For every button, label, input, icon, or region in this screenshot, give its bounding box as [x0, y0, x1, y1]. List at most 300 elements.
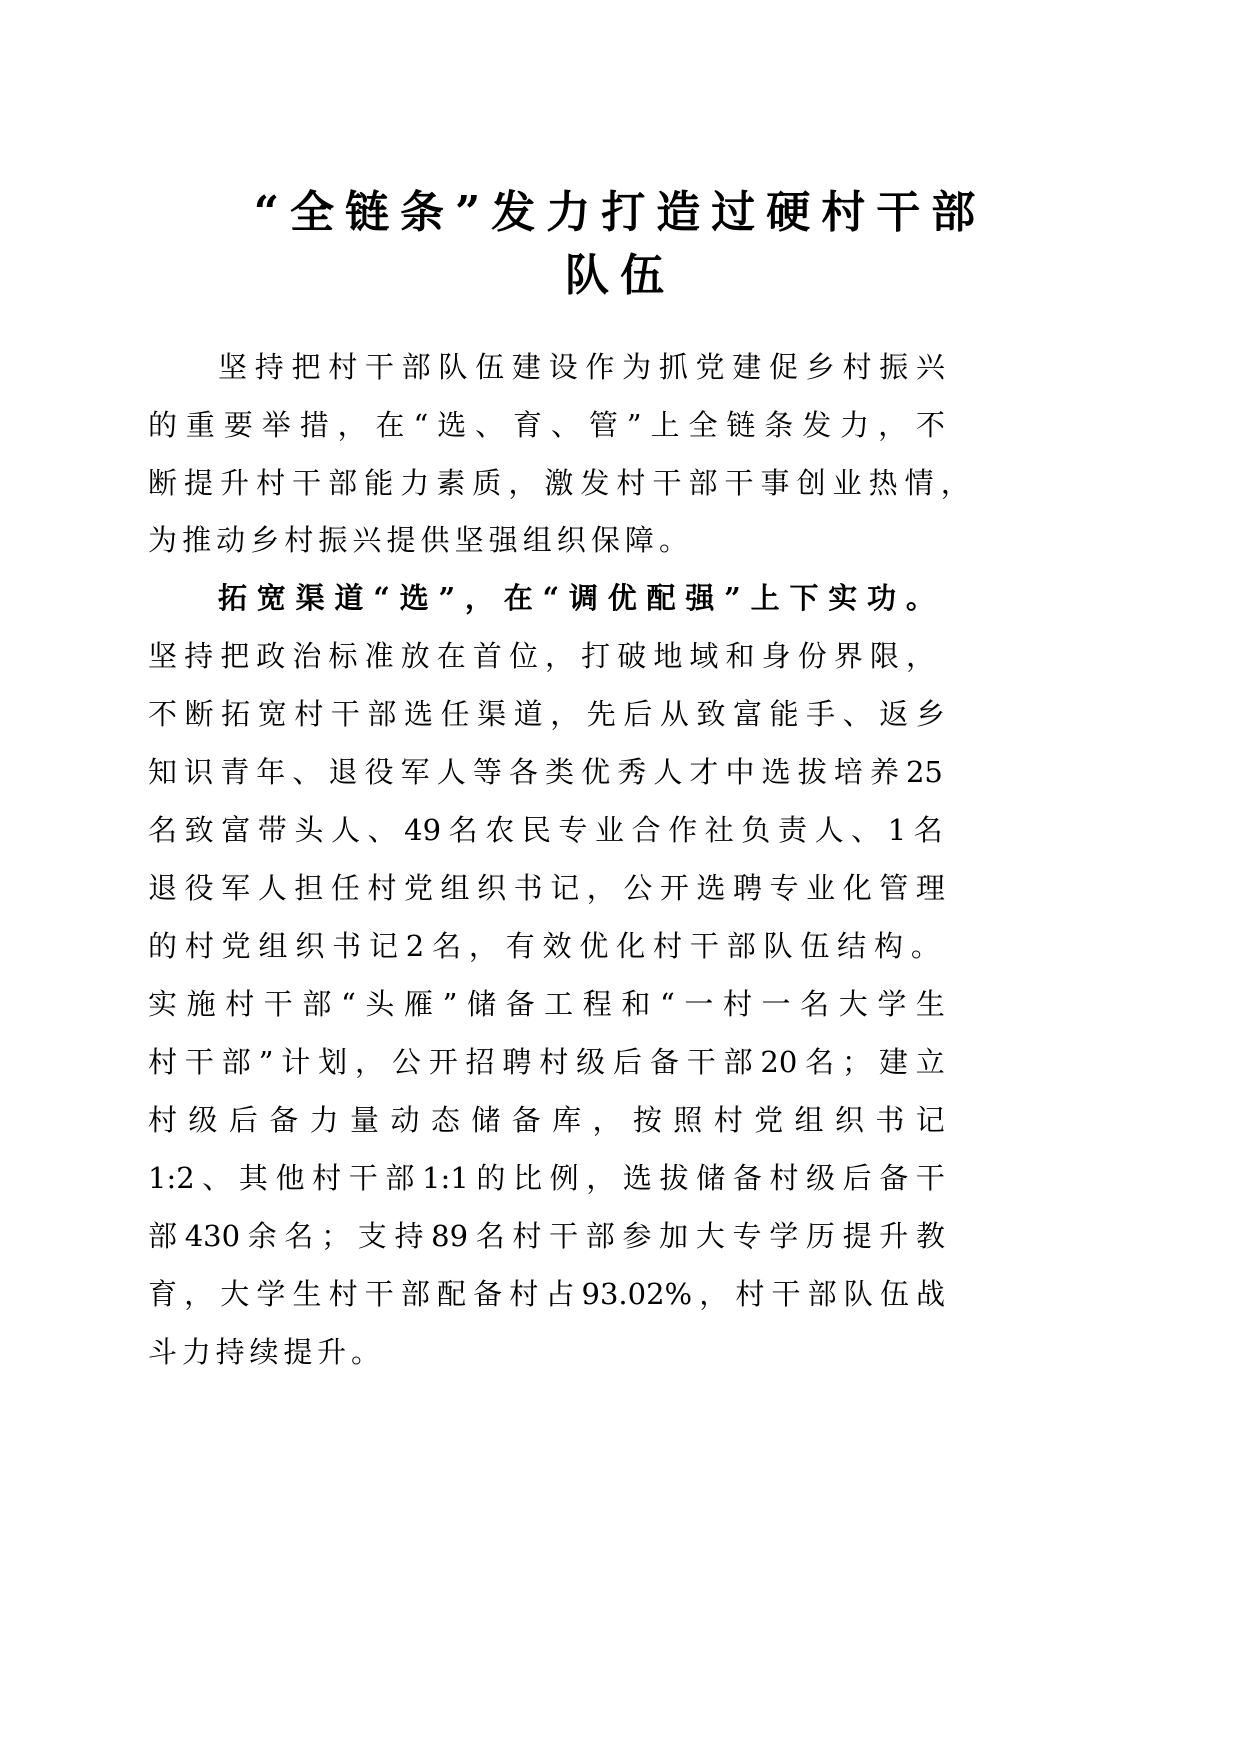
text-unit: 实	[828, 581, 858, 615]
body-line	[148, 1214, 945, 1258]
text-unit: 道	[513, 697, 543, 731]
text-unit: 干	[184, 1045, 214, 1079]
text-unit: 条	[764, 408, 794, 442]
text-unit: 按	[632, 1103, 662, 1137]
text-unit: 持	[394, 1219, 424, 1253]
text-unit: 后	[612, 1045, 642, 1079]
text-unit: 发	[580, 466, 610, 500]
text-unit: 激	[544, 466, 574, 500]
text-unit: 类	[545, 755, 575, 789]
text-unit: 创	[796, 466, 826, 500]
text-unit: 村	[722, 987, 752, 1021]
text-unit: 提	[283, 1335, 313, 1369]
text-unit: 升	[879, 1219, 909, 1253]
text-unit: 队	[438, 350, 468, 384]
text-unit: 级	[805, 1161, 835, 1195]
text-unit: 学	[877, 987, 907, 1021]
text-unit: 要	[223, 408, 253, 442]
text-unit: 动	[216, 523, 246, 557]
text-unit: 、	[842, 697, 872, 731]
text-unit: 、	[851, 813, 881, 847]
text-unit: 级	[188, 1103, 218, 1137]
text-unit: ”	[626, 408, 642, 442]
text-unit: 干	[771, 1277, 801, 1311]
text-unit: 招	[465, 1045, 495, 1079]
text-unit: 政	[256, 639, 286, 673]
text-unit: 不	[148, 697, 178, 731]
text-unit: ，	[550, 697, 580, 731]
text-unit: 级	[576, 1045, 606, 1079]
text-unit: 放	[400, 639, 430, 673]
text-unit: 部	[400, 1277, 430, 1311]
text-unit: 书	[875, 1103, 905, 1137]
text-unit: 名	[475, 1219, 505, 1253]
text-unit: 抓	[658, 350, 688, 384]
text-unit: 大	[220, 1277, 250, 1311]
text-unit: 党	[754, 1103, 784, 1137]
body-line	[148, 461, 970, 505]
text-unit: 、	[367, 813, 397, 847]
text-unit: 人	[436, 755, 466, 789]
text-unit: 年	[256, 755, 286, 789]
text-unit: 他	[275, 1161, 305, 1195]
text-unit: 措	[299, 408, 329, 442]
text-unit: 为	[622, 350, 652, 384]
text-unit: ”	[724, 581, 741, 615]
text-unit: 后	[623, 697, 653, 731]
text-unit: 提	[184, 466, 214, 500]
text-unit: 链	[726, 408, 756, 442]
text-unit: 打	[581, 639, 611, 673]
text-unit: 才	[689, 755, 719, 789]
body-line	[218, 576, 935, 620]
text-unit: 干	[724, 466, 754, 500]
text-unit: 素	[436, 466, 466, 500]
text-unit: 身	[761, 639, 791, 673]
text-unit: 能	[769, 697, 799, 731]
text-unit: 干	[330, 697, 360, 731]
text-unit: 理	[915, 871, 945, 905]
text-unit: 配	[646, 581, 676, 615]
text-unit: 备	[269, 1103, 299, 1137]
text-unit: 组	[522, 523, 552, 557]
text-unit: 干	[549, 1219, 579, 1253]
text-unit: 村	[284, 523, 314, 557]
text-unit: 致	[184, 813, 214, 847]
text-unit: 量	[350, 1103, 380, 1137]
text-unit: 划	[318, 1045, 348, 1079]
text-unit: 作	[585, 350, 615, 384]
text-unit: 升	[220, 466, 250, 500]
text-unit: 93.02%	[581, 1277, 693, 1311]
text-unit: 织	[477, 871, 507, 905]
text-unit: 备	[879, 1161, 909, 1195]
text-unit: 工	[544, 987, 574, 1021]
text-unit: 推	[182, 523, 212, 557]
text-unit: 发	[802, 408, 832, 442]
text-unit: 。	[905, 581, 935, 615]
text-unit: 队	[843, 1277, 873, 1311]
text-unit: 业	[832, 466, 862, 500]
text-unit: 选	[437, 408, 467, 442]
text-unit: 上	[650, 408, 680, 442]
text-unit: 乡	[915, 697, 945, 731]
text-unit: 供	[420, 523, 450, 557]
text-unit: 施	[186, 987, 216, 1021]
text-unit: 记	[915, 1103, 945, 1137]
text-unit: 生	[915, 987, 945, 1021]
text-unit: 后	[228, 1103, 258, 1137]
text-unit: 的	[148, 408, 178, 442]
text-unit: 持	[215, 1335, 245, 1369]
text-unit: ，	[699, 1277, 729, 1311]
body-line	[148, 808, 943, 852]
text-unit: ”	[258, 1045, 274, 1079]
text-unit: 比	[512, 1161, 542, 1195]
text-unit: 从	[659, 697, 689, 731]
text-unit: 首	[472, 639, 502, 673]
text-unit: 识	[184, 755, 214, 789]
text-unit: 拔	[659, 1161, 689, 1195]
text-unit: 大	[695, 1219, 725, 1253]
text-unit: 大	[838, 987, 868, 1021]
text-unit: ，	[586, 1161, 616, 1195]
text-unit: 准	[364, 639, 394, 673]
text-unit: 、	[550, 408, 580, 442]
text-unit: 养	[869, 755, 899, 789]
text-unit: 村	[616, 466, 646, 500]
body-line	[148, 1040, 945, 1084]
text-unit: 人	[653, 755, 683, 789]
text-unit: 名	[432, 929, 462, 963]
body-line	[218, 345, 945, 389]
text-unit: 优	[607, 581, 637, 615]
text-unit: 部	[148, 1219, 178, 1253]
text-unit: “	[340, 987, 356, 1021]
text-unit: 力	[840, 408, 870, 442]
text-unit: 和	[725, 639, 755, 673]
text-unit: 后	[842, 1161, 872, 1195]
text-unit: ，	[337, 408, 367, 442]
text-unit: 位	[508, 639, 538, 673]
text-unit: 队	[763, 929, 793, 963]
text-unit: 在	[436, 639, 466, 673]
text-unit: 上	[750, 581, 780, 615]
text-unit: 备	[511, 1103, 541, 1137]
text-unit: 力	[181, 1335, 211, 1369]
text-unit: 配	[437, 1277, 467, 1311]
text-unit: 干	[689, 929, 719, 963]
text-unit: 把	[220, 639, 250, 673]
text-unit: 、	[475, 408, 505, 442]
text-unit: 重	[185, 408, 215, 442]
text-unit: 伍	[800, 929, 830, 963]
text-unit: 能	[364, 466, 394, 500]
text-unit: 化	[842, 871, 872, 905]
text-unit: “	[413, 408, 429, 442]
text-unit: 伍	[475, 350, 505, 384]
text-unit: 返	[879, 697, 909, 731]
document-title-line-1: “全链条”发力打造过硬村干部	[253, 187, 987, 238]
text-unit: ，	[468, 929, 498, 963]
text-unit: 建	[878, 1045, 908, 1079]
text-unit: “	[542, 581, 560, 615]
text-unit: 份	[797, 639, 827, 673]
text-unit: 业	[595, 813, 625, 847]
body-line	[148, 924, 940, 968]
text-unit: 拔	[797, 755, 827, 789]
text-unit: 织	[556, 523, 586, 557]
text-unit: 设	[548, 350, 578, 384]
text-unit: 人	[257, 871, 287, 905]
text-unit: 开	[428, 1045, 458, 1079]
text-unit: 渠	[477, 697, 507, 731]
text-unit: 430	[184, 1219, 241, 1253]
text-unit: 村	[509, 1277, 539, 1311]
text-unit: 历	[805, 1219, 835, 1253]
text-unit: 把	[291, 350, 321, 384]
text-unit: 业	[806, 871, 836, 905]
text-unit: 干	[364, 1277, 394, 1311]
text-unit: 部	[401, 350, 431, 384]
text-unit: 退	[328, 755, 358, 789]
text-unit: 一	[761, 987, 791, 1021]
text-unit: 坚	[218, 350, 248, 384]
text-unit: 记	[550, 871, 580, 905]
text-unit: 党	[695, 350, 725, 384]
text-unit: 学	[769, 1219, 799, 1253]
text-unit: 组	[258, 929, 288, 963]
body-line	[148, 1330, 380, 1374]
text-unit: 域	[689, 639, 719, 673]
body-line	[148, 692, 945, 736]
text-unit: 调	[568, 581, 598, 615]
text-unit: 部	[723, 1045, 753, 1079]
text-unit: 参	[622, 1219, 652, 1253]
text-unit: 村	[256, 466, 286, 500]
text-unit: 伍	[879, 1277, 909, 1311]
text-unit: 标	[328, 639, 358, 673]
text-unit: ，	[940, 466, 970, 500]
text-unit: 效	[542, 929, 572, 963]
text-unit: 加	[659, 1219, 689, 1253]
text-unit: 知	[148, 755, 178, 789]
text-unit: 持	[254, 350, 284, 384]
text-unit: ，	[878, 408, 908, 442]
text-unit: 实	[148, 987, 178, 1021]
text-unit: 全	[688, 408, 718, 442]
body-line	[148, 982, 945, 1026]
text-unit: 、	[202, 1161, 232, 1195]
text-unit: 振	[318, 523, 348, 557]
text-unit: 地	[653, 639, 683, 673]
text-unit: 等	[472, 755, 502, 789]
text-unit: 兴	[915, 350, 945, 384]
text-unit: 质	[472, 466, 502, 500]
text-unit: 渠	[295, 581, 325, 615]
text-unit: 、	[292, 755, 322, 789]
text-unit: 道	[334, 581, 364, 615]
text-unit: 1:1	[422, 1161, 469, 1195]
text-unit: 育	[513, 408, 543, 442]
text-unit: 部	[585, 1219, 615, 1253]
text-unit: ，	[354, 1045, 384, 1079]
text-unit: 为	[148, 523, 178, 557]
text-unit: 合	[631, 813, 661, 847]
text-unit: 担	[294, 871, 324, 905]
text-unit: 立	[915, 1045, 945, 1079]
text-unit: 宽	[256, 581, 286, 615]
text-unit: 干	[348, 1161, 378, 1195]
text-unit: 计	[281, 1045, 311, 1079]
text-unit: 49	[404, 813, 442, 847]
text-unit: 村	[713, 1103, 743, 1137]
text-unit: 备	[505, 987, 535, 1021]
text-unit: 名	[805, 1045, 835, 1079]
text-unit: 头	[294, 813, 324, 847]
text-unit: 致	[696, 697, 726, 731]
text-unit: 功	[867, 581, 897, 615]
text-unit: 战	[915, 1277, 945, 1311]
text-unit: 拓	[221, 697, 251, 731]
text-unit: 备	[473, 1277, 503, 1311]
text-unit: 村	[512, 1219, 542, 1253]
text-unit: 役	[184, 871, 214, 905]
text-unit: 记	[368, 929, 398, 963]
text-unit: 人	[814, 813, 844, 847]
text-unit: 破	[617, 639, 647, 673]
text-unit: 在	[503, 581, 533, 615]
text-unit: 干	[292, 466, 322, 500]
text-unit: 任	[440, 697, 470, 731]
text-unit: 有	[505, 929, 535, 963]
body-line	[148, 1156, 945, 1200]
text-unit: 持	[184, 639, 214, 673]
text-unit: 化	[616, 929, 646, 963]
body-line	[148, 1098, 945, 1142]
text-unit: 储	[466, 987, 496, 1021]
text-unit: 强	[488, 523, 518, 557]
text-unit: 村	[367, 871, 397, 905]
text-unit: 选	[622, 1161, 652, 1195]
text-unit: 选	[696, 871, 726, 905]
text-unit: 构	[874, 929, 904, 963]
text-unit: 力	[309, 1103, 339, 1137]
text-unit: 断	[184, 697, 214, 731]
text-unit: 党	[403, 871, 433, 905]
text-unit: 优	[581, 755, 611, 789]
text-unit: 举	[261, 408, 291, 442]
text-unit: 干	[915, 1161, 945, 1195]
text-unit: ，	[592, 1103, 622, 1137]
text-unit: 热	[868, 466, 898, 500]
text-unit: 提	[842, 1219, 872, 1253]
text-unit: 村	[184, 929, 214, 963]
text-unit: 名	[448, 813, 478, 847]
text-unit: 村	[328, 1277, 358, 1311]
text-unit: 拓	[218, 581, 248, 615]
text-unit: 兴	[352, 523, 382, 557]
text-unit: 退	[148, 871, 178, 905]
text-unit: 坚	[454, 523, 484, 557]
text-unit: 保	[590, 523, 620, 557]
text-unit: 村	[148, 1103, 178, 1137]
text-unit: 备	[649, 1045, 679, 1079]
text-unit: 斗	[148, 1335, 178, 1369]
text-unit: 动	[390, 1103, 420, 1137]
text-unit: 党	[221, 929, 251, 963]
text-unit: 断	[148, 466, 178, 500]
text-unit: 升	[317, 1335, 347, 1369]
text-unit: 书	[513, 871, 543, 905]
text-unit: 事	[760, 466, 790, 500]
text-unit: 组	[440, 871, 470, 905]
text-unit: 1:2	[148, 1161, 195, 1195]
text-unit: 先	[586, 697, 616, 731]
text-unit: 学	[256, 1277, 286, 1311]
text-unit: 开	[659, 871, 689, 905]
text-unit: 专	[769, 871, 799, 905]
text-unit: 储	[471, 1103, 501, 1137]
text-unit: 育	[148, 1277, 178, 1311]
text-unit: 的	[148, 929, 178, 963]
text-unit: 障	[624, 523, 654, 557]
text-unit: “	[373, 581, 390, 615]
text-unit: ，	[464, 581, 494, 615]
text-unit: 聘	[502, 1045, 532, 1079]
text-unit: 选	[399, 581, 429, 615]
text-unit: “	[659, 987, 675, 1021]
document-title-line-2: 队伍	[565, 250, 675, 301]
text-unit: 。	[910, 929, 940, 963]
text-unit: 头	[365, 987, 395, 1021]
text-unit: 专	[732, 1219, 762, 1253]
body-line	[148, 634, 935, 678]
text-unit: 聘	[733, 871, 763, 905]
text-unit: 中	[725, 755, 755, 789]
text-unit: 部	[367, 697, 397, 731]
text-unit: 部	[688, 466, 718, 500]
text-unit: 程	[582, 987, 612, 1021]
text-unit: 村	[653, 929, 683, 963]
text-unit: 20	[760, 1045, 798, 1079]
text-unit: 军	[400, 755, 430, 789]
text-unit: 青	[220, 755, 250, 789]
text-unit: 部	[302, 987, 332, 1021]
text-unit: 。	[658, 523, 688, 557]
text-unit: 部	[328, 466, 358, 500]
text-unit: ，	[905, 639, 935, 673]
text-unit: 界	[833, 639, 863, 673]
text-unit: 各	[508, 755, 538, 789]
text-unit: 储	[696, 1161, 726, 1195]
text-unit: ；	[321, 1219, 351, 1253]
text-unit: 书	[332, 929, 362, 963]
text-unit: 情	[904, 466, 934, 500]
text-unit: 富	[733, 697, 763, 731]
text-unit: ”	[442, 987, 458, 1021]
text-unit: 村	[312, 1161, 342, 1195]
text-unit: 富	[221, 813, 251, 847]
text-unit: 25	[905, 755, 943, 789]
text-unit: 部	[726, 929, 756, 963]
text-unit: 手	[806, 697, 836, 731]
text-unit: 和	[621, 987, 651, 1021]
text-unit: 管	[879, 871, 909, 905]
text-unit: 提	[386, 523, 416, 557]
text-unit: 农	[485, 813, 515, 847]
text-unit: 乡	[805, 350, 835, 384]
